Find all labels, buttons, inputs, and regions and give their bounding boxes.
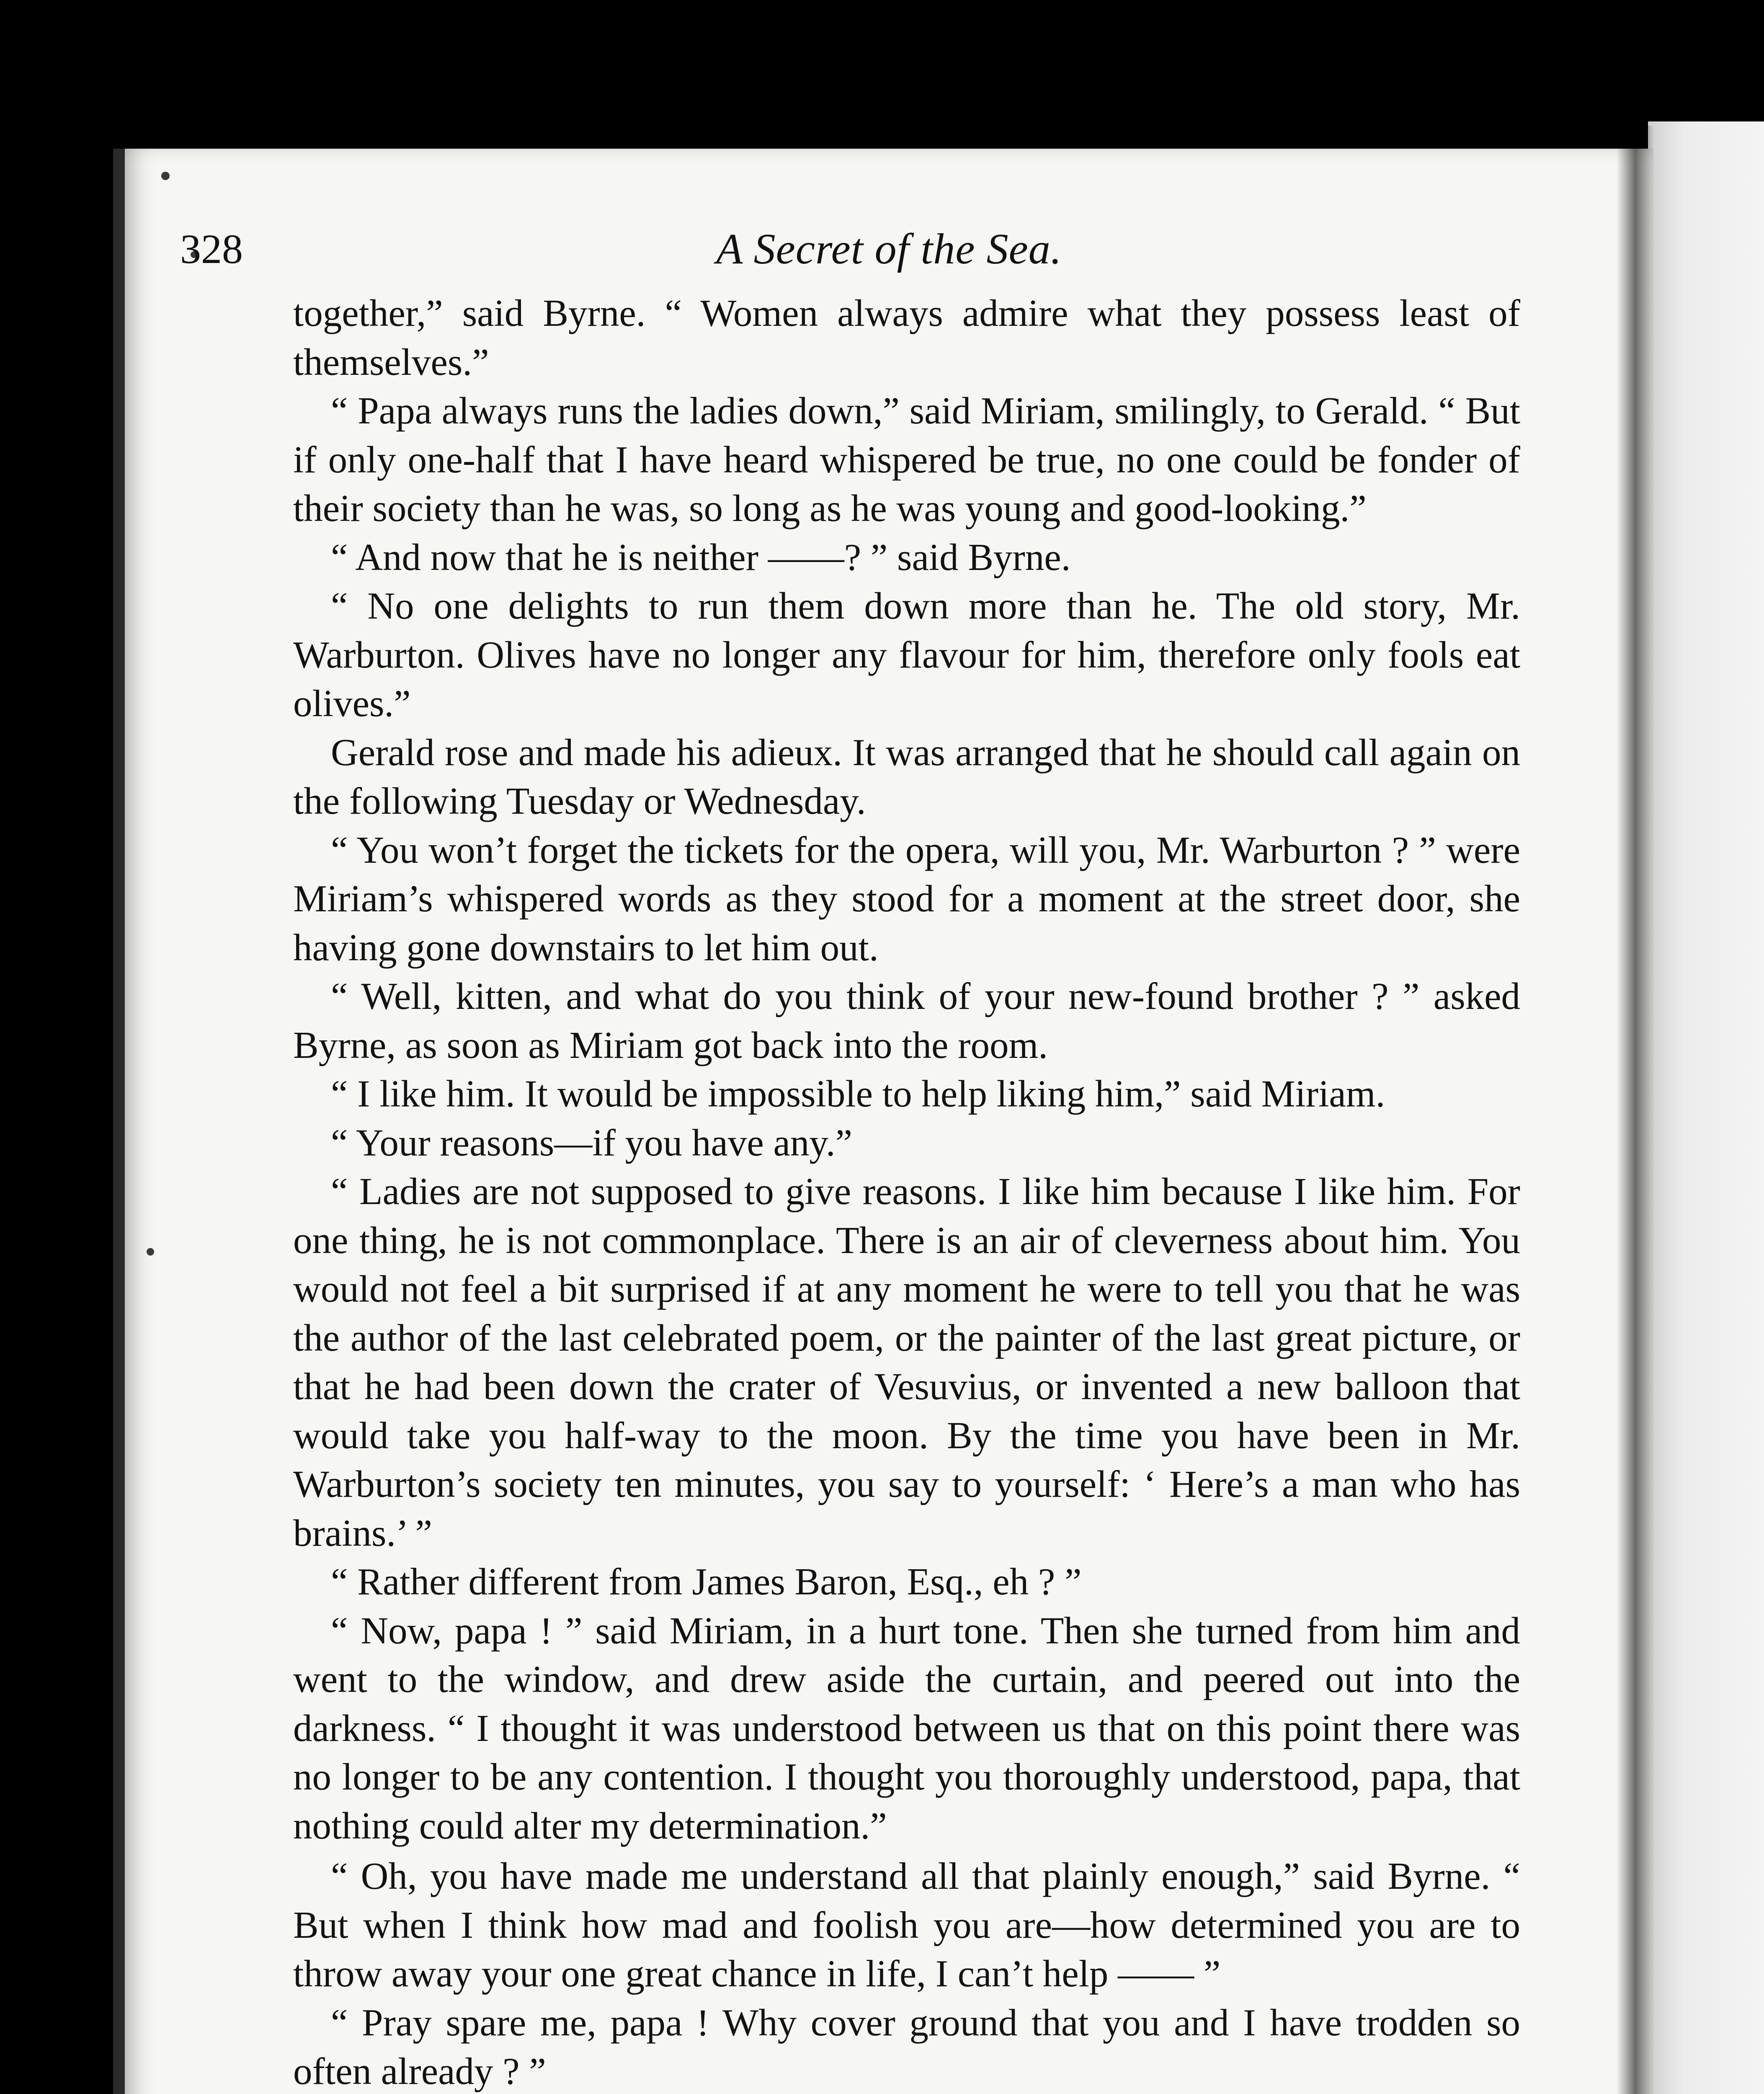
paragraph: “ You won’t forget the tickets for the opera, will you, Mr. Warburton ? ” were Miriam’s whispered words as they stood for a moment at the street door, she having gone downstairs to let him out.: [293, 828, 1520, 969]
running-title: A Secret of the Sea.: [716, 225, 1062, 273]
paper-speck: [147, 1248, 154, 1256]
paragraph: “ Your reasons—if you have any.”: [331, 1121, 853, 1164]
paragraph: together,” said Byrne. “ Women always admire what they possess least of themselves.”: [293, 292, 1520, 383]
paragraph: “ Now, papa ! ” said Miriam, in a hurt tone. Then she turned from him and went to the window, and drew aside the curtain, and peered out into the darkness. “ I thought it was understood between us that on this point there was no longer to be any contention. I thought you thoroughly understood, papa, that nothing could alter my determination.”: [293, 1609, 1520, 1847]
paragraph: “ Pray spare me, papa ! Why cover ground that you and I have trodden so often already ? ”: [293, 2001, 1520, 2092]
paragraph: “ No one delights to run them down more than he. The old story, Mr. Warburton. Olives have no longer any flavour for him, therefore only fools eat olives.”: [293, 585, 1520, 725]
paragraph: “ Well, kitten, and what do you think of your new-found brother ? ” asked Byrne, as soon as Miriam got back into the room.: [293, 975, 1520, 1066]
paper-speck: [161, 172, 170, 180]
paragraph: “ Rather different from James Baron, Esq., eh ? ”: [331, 1560, 1082, 1603]
paragraph: “ Ladies are not supposed to give reasons. I like him because I like him. For one thing, he is not commonplace. There is an air of cleverness about him. You would not feel a bit surprised if at any moment he were to tell you that he was the author of the last celebrated poem, or the painter of the last great picture, or that he had been down the crater of Vesuvius, or invented a new balloon that would take you half-way to the moon. By the time you have been in Mr. Warburton’s society ten minutes, you say to yourself: ‘ Here’s a man who has brains.’ ”: [293, 1170, 1520, 1554]
paragraph: “ Oh, you have made me understand all that plainly enough,” said Byrne. “ But when I think how mad and foolish you are—how determined you are to throw away your one great chance in life, I can’t help —— ”: [293, 1855, 1520, 1995]
body-text: [293, 289, 1520, 2094]
page-gutter-shadow: [1617, 126, 1654, 2094]
page-number: 328: [180, 226, 243, 272]
paragraph: “ I like him. It would be impossible to help liking him,” said Miriam.: [331, 1073, 1385, 1115]
paragraph: “ And now that he is neither ——? ” said Byrne.: [331, 536, 1071, 578]
facing-page-edge: [1648, 121, 1764, 2094]
paragraph: Gerald rose and made his adieux. It was arranged that he should call again on the following Tuesday or Wednesday.: [293, 731, 1520, 822]
paragraph: “ Papa always runs the ladies down,” said Miriam, smilingly, to Gerald. “ But if only one-half that I have heard whispered be true, no one could be fonder of their society than he was, so long as he was young and good-looking.”: [293, 389, 1520, 529]
page-header: [180, 218, 1520, 281]
